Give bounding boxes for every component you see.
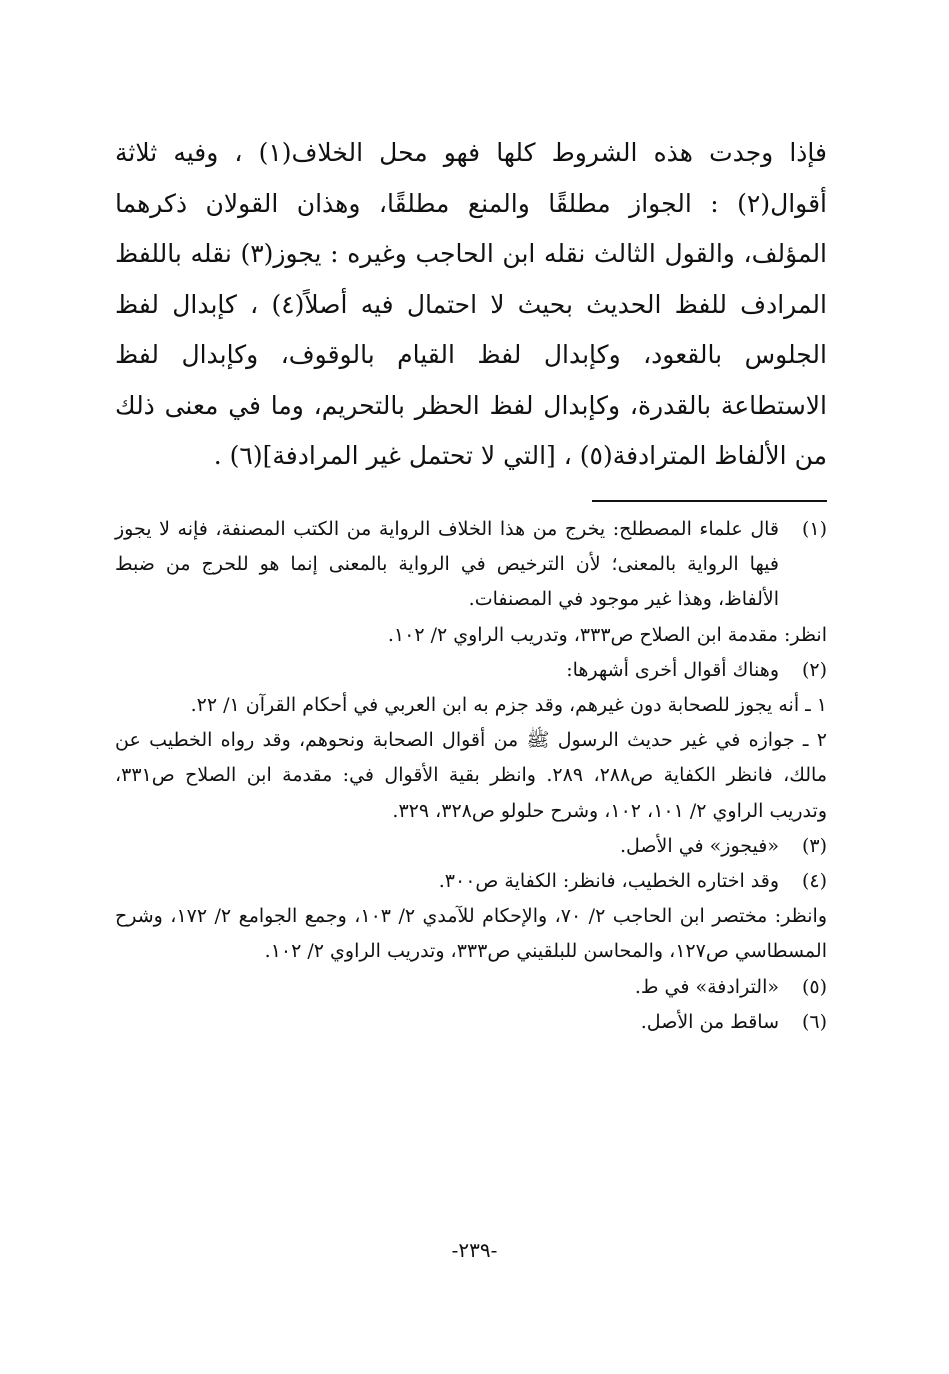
footnote-text: «فيجوز» في الأصل. bbox=[620, 834, 779, 857]
footnote-2-item-2: ٢ ـ جوازه في غير حديث الرسول ﷺ من أقوال الصحابة ونحوهم، وقد رواه الخطيب عن مالك، فانظر الكفاية ص٢٨٨، ٢٨٩. وانظر بقية الأقوال في: مقدمة ابن الصلاح ص٣٣١، وتدريب الراوي ٢/ ١٠١، ١٠٢، وشرح حلولو ص٣٢٨، ٣٢٩. bbox=[115, 729, 827, 822]
footnotes bbox=[115, 512, 827, 1040]
footnote-3 bbox=[115, 829, 827, 864]
footnote-number: (٣) bbox=[801, 834, 827, 857]
footnote-number: (٤) bbox=[801, 870, 827, 893]
footnote-text: وهناك أقوال أخرى أشهرها: bbox=[566, 658, 779, 681]
footnote-divider bbox=[592, 500, 827, 502]
footnote-number: (١) bbox=[801, 518, 827, 540]
footnote-number: (٦) bbox=[801, 1010, 827, 1033]
footnote-2-item-1: ١ ـ أنه يجوز للصحابة دون غيرهم، وقد جزم به ابن العربي في أحكام القرآن ١/ ٢٢. bbox=[190, 694, 827, 717]
footnote-4 bbox=[115, 864, 827, 899]
main-text bbox=[115, 128, 827, 482]
footnote-5 bbox=[115, 970, 827, 1005]
footnote-1-reference: انظر: مقدمة ابن الصلاح ص٣٣٣، وتدريب الراوي ٢/ ١٠٢. bbox=[387, 623, 827, 646]
page-number: -٢٣٩- bbox=[451, 1238, 498, 1262]
main-paragraph: فإذا وجدت هذه الشروط كلها فهو محل الخلاف(١) ، وفيه ثلاثة أقوال(٢) : الجواز مطلقًا والمنع مطلقًا، وهذان القولان ذكرهما المؤلف، والقول الثالث نقله ابن الحاجب وغيره : يجوز(٣) نقله باللفظ المرادف للفظ الحديث بحيث لا احتمال فيه أصلاً(٤) ، كإبدال لفظ الجلوس بالقعود، وكإبدال لفظ القيام بالوقوف، وكإبدال لفظ الاستطاعة بالقدرة، وكإبدال لفظ الحظر بالتحريم، وما في معنى ذلك من الألفاظ المترادفة(٥) ، [التي لا تحتمل غير المرادفة](٦) . bbox=[115, 138, 828, 470]
footnote-6 bbox=[115, 1005, 827, 1040]
footnote-4-reference: وانظر: مختصر ابن الحاجب ٢/ ٧٠، والإحكام للآمدي ٢/ ١٠٣، وجمع الجوامع ٢/ ١٧٢، وشرح المسطاسي ص١٢٧، والمحاسن للبلقيني ص٣٣٣، وتدريب الراوي ٢/ ١٠٢. bbox=[115, 905, 828, 963]
footnote-text: قال علماء المصطلح: يخرج من هذا الخلاف الرواية من الكتب المصنفة، فإنه لا يجوز فيها الرواية بالمعنى؛ لأن الترخيص في الرواية بالمعنى إنما هو للحرج من ضبط الألفاظ، وهذا غير موجود في المصنفات. bbox=[115, 518, 779, 611]
footnote-2 bbox=[115, 653, 827, 688]
footnote-number: (٥) bbox=[801, 975, 827, 998]
footnote-text: ساقط من الأصل. bbox=[640, 1010, 779, 1033]
footnote-1 bbox=[115, 512, 827, 618]
footnote-text: «الترادفة» في ط. bbox=[634, 975, 779, 998]
footnote-number: (٢) bbox=[801, 658, 827, 681]
footnote-text: وقد اختاره الخطيب، فانظر: الكفاية ص٣٠٠. bbox=[438, 870, 779, 893]
